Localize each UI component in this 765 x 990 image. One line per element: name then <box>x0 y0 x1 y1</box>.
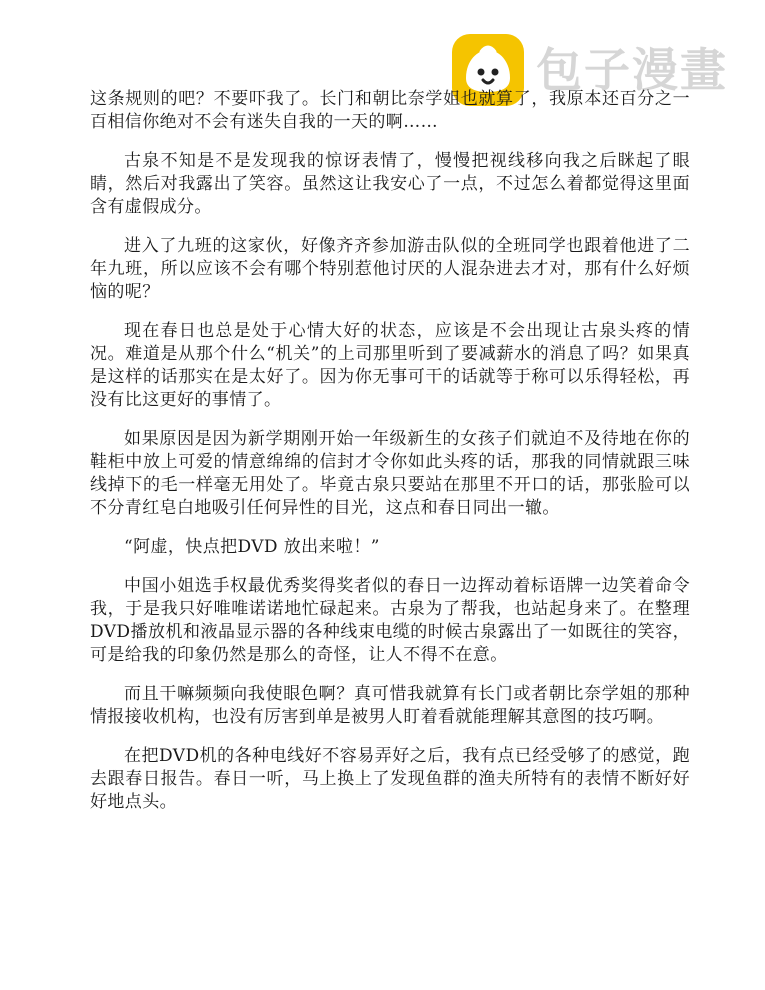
paragraph: 而且干嘛频频向我使眼色啊？真可惜我就算有长门或者朝比奈学姐的那种情报接收机构，也没有厉害到单是被男人盯着看就能理解其意图的技巧啊。 <box>90 684 690 727</box>
paragraph: 这条规则的吧？不要吓我了。长门和朝比奈学姐也就算了，我原本还百分之一百相信你绝对不会有迷失自我的一天的啊…… <box>90 89 690 132</box>
paragraph: 中国小姐选手权最优秀奖得奖者似的春日一边挥动着标语牌一边笑着命令我，于是我只好唯唯诺诺地忙碌起来。古泉为了帮我，也站起身来了。在整理DVD播放机和液晶显示器的各种线束电缆的时候古泉露出了一如既往的笑容，可是给我的印象仍然是那么的奇怪，让人不得不在意。 <box>90 576 690 665</box>
paragraph: “阿虚，快点把DVD 放出来啦！” <box>124 537 380 557</box>
paragraph: 现在春日也总是处于心情大好的状态，应该是不会出现让古泉头疼的情况。难道是从那个什么“机关”的上司那里听到了要减薪水的消息了吗？如果真是这样的话那实在是太好了。因为你无事可干的话就等于称可以乐得轻松，再没有比这更好的事情了。 <box>90 321 690 410</box>
paragraph: 在把DVD机的各种电线好不容易弄好之后，我有点已经受够了的感觉，跑去跟春日报告。春日一听，马上换上了发现鱼群的渔夫所特有的表情不断好好好地点头。 <box>90 746 690 812</box>
document-body <box>90 88 690 830</box>
brand-name: 包子漫畫 <box>536 43 728 97</box>
paragraph: 进入了九班的这家伙，好像齐齐参加游击队似的全班同学也跟着他进了二年九班，所以应该不会有哪个特别惹他讨厌的人混杂进去才对，那有什么好烦恼的呢？ <box>90 236 690 302</box>
paragraph: 古泉不知是不是发现我的惊讶表情了，慢慢把视线移向我之后眯起了眼睛，然后对我露出了笑容。虽然这让我安心了一点，不过怎么着都觉得这里面含有虚假成分。 <box>90 151 690 217</box>
paragraph: 如果原因是因为新学期刚开始一年级新生的女孩子们就迫不及待地在你的鞋柜中放上可爱的情意绵绵的信封才令你如此头疼的话，那我的同情就跟三味线掉下的毛一样毫无用处了。毕竟古泉只要站在那里不开口的话，那张脸可以不分青红皂白地吸引任何异性的目光，这点和春日同出一辙。 <box>90 429 690 518</box>
